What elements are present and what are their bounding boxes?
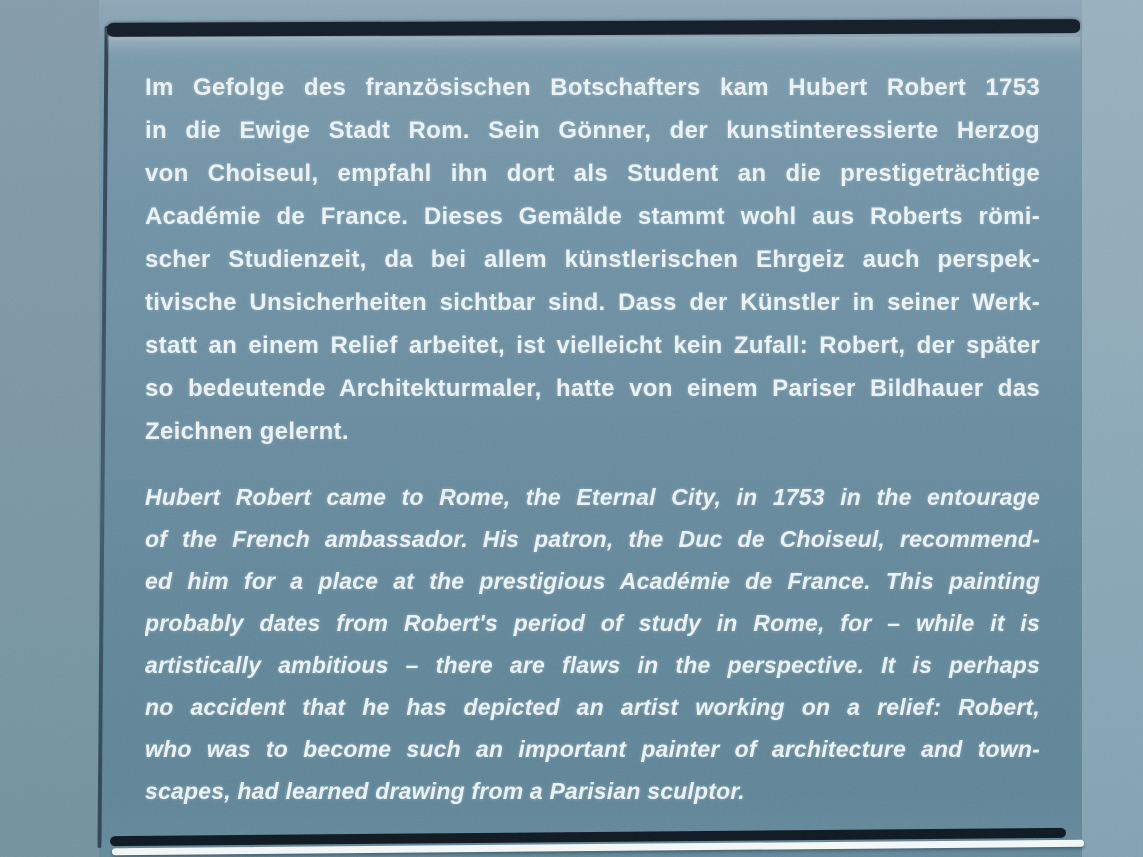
english-text-line: artistically ambitious – there are flaws in the perspective. It is perhaps bbox=[145, 652, 1040, 678]
english-text-line: no accident that he has depicted an artist working on a relief: Robert, bbox=[145, 694, 1040, 720]
top-sheen-highlight bbox=[107, 37, 1080, 55]
english-paragraph bbox=[145, 476, 1040, 812]
german-text-line: scher Studienzeit, da bei allem künstlerischen Ehrgeiz auch perspek- bbox=[145, 246, 1040, 273]
english-text-line: ed him for a place at the prestigious Académie de France. This painting bbox=[145, 568, 1040, 594]
german-text-line: Im Gefolge des französischen Botschafters kam Hubert Robert 1753 bbox=[145, 74, 1040, 101]
german-text-line: so bedeutende Architekturmaler, hatte von einem Pariser Bildhauer das bbox=[145, 375, 1040, 402]
english-text-line: of the French ambassador. His patron, the Duc de Choiseul, recommend- bbox=[145, 526, 1040, 552]
label-text-block bbox=[145, 66, 1040, 812]
german-text-line: Zeichnen gelernt. bbox=[145, 418, 349, 445]
german-text-line: in die Ewige Stadt Rom. Sein Gönner, der kunstinteressierte Herzog bbox=[145, 117, 1040, 144]
wall-right-strip bbox=[1082, 0, 1143, 857]
english-text-line: who was to become such an important painter of architecture and town- bbox=[145, 736, 1040, 762]
wall-left-strip bbox=[0, 0, 99, 857]
german-text-line: von Choiseul, empfahl ihn dort als Student an die prestigeträchtige bbox=[145, 160, 1040, 187]
english-text-line: scapes, had learned drawing from a Parisian sculptor. bbox=[145, 778, 745, 804]
german-text-line: statt an einem Relief arbeitet, ist vielleicht kein Zufall: Robert, der später bbox=[145, 332, 1040, 359]
english-text-line: probably dates from Robert's period of study in Rome, for – while it is bbox=[145, 610, 1040, 636]
german-text-line: tivische Unsicherheiten sichtbar sind. Dass der Künstler in seiner Werk- bbox=[145, 289, 1040, 316]
german-paragraph bbox=[145, 66, 1040, 453]
german-text-line: Académie de France. Dieses Gemälde stammt wohl aus Roberts römi- bbox=[145, 203, 1040, 230]
english-text-line: Hubert Robert came to Rome, the Eternal City, in 1753 in the entourage bbox=[145, 484, 1040, 510]
